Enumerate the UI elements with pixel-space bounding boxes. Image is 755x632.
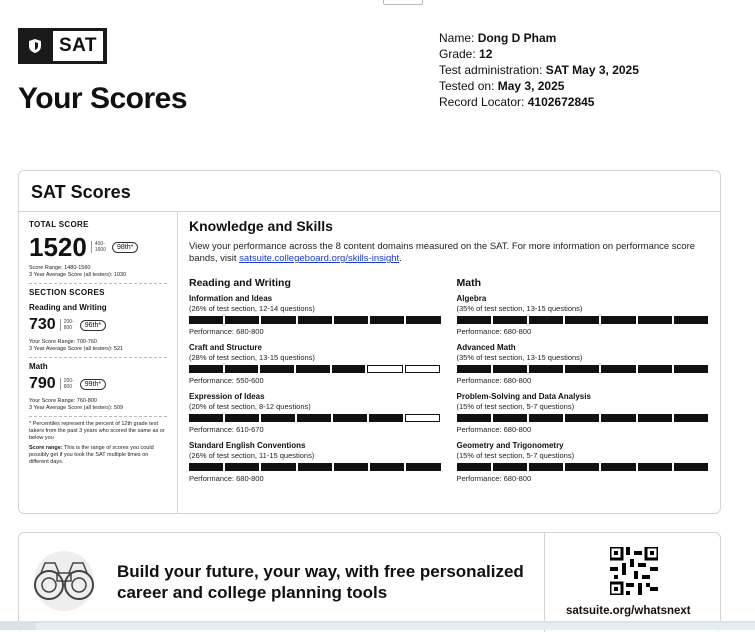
domain-name: Problem-Solving and Data Analysis [456, 392, 591, 401]
domain-item [189, 343, 441, 385]
bar-segment-filled [298, 463, 332, 471]
locator-label: Record Locator: [439, 95, 525, 109]
bar-segment-filled [601, 463, 635, 471]
domain-name: Standard English Conventions [189, 441, 306, 450]
note-bold: Score range: [29, 445, 63, 451]
range-bottom: 800 [63, 384, 73, 390]
bar-segment-filled [674, 365, 708, 373]
bar-segment-filled [457, 316, 491, 324]
bar-segment-filled [674, 463, 708, 471]
domain-item [457, 392, 709, 434]
page-title: Your Scores [18, 82, 188, 115]
performance-range: Performance: 680-800 [189, 474, 264, 483]
bar-segment-filled [457, 463, 491, 471]
bar-segment-filled [189, 316, 223, 324]
knowledge-desc [189, 241, 708, 265]
performance-range: Performance: 680-800 [456, 474, 532, 483]
bar-segment-filled [565, 365, 599, 373]
bar-segment-filled [674, 316, 708, 324]
total-score-range: Score Range: 1480-1560 [29, 265, 91, 271]
domain-name: Algebra [456, 294, 487, 303]
rw-percentile-badge: 96th* [80, 320, 106, 331]
knowledge-skills [189, 218, 708, 490]
range-top: 400- [94, 241, 105, 247]
bottom-bar [0, 621, 755, 630]
bar-segment-filled [297, 414, 331, 422]
total-avg: 3 Year Average Score (all testers): 1030 [29, 272, 127, 278]
bar-segment-filled [225, 463, 259, 471]
promo-text: Build your future, your way, with free personalized career and college planning tools [117, 562, 524, 602]
performance-range: Performance: 680-800 [189, 327, 264, 336]
domain-item [189, 392, 441, 434]
domain-name: Geometry and Trigonometry [456, 441, 564, 450]
tested-on: May 3, 2025 [497, 79, 565, 93]
range-top: 200- [63, 319, 74, 325]
math-score: 790 [29, 375, 56, 392]
bar-segment-filled [601, 414, 635, 422]
total-score-label: TOTAL SCORE [29, 220, 89, 229]
rw-score: 730 [29, 316, 56, 333]
logo-text: SAT [53, 31, 103, 61]
bar-segment-filled [261, 463, 295, 471]
bar-segment-filled [493, 463, 527, 471]
column-heading: Math [456, 277, 481, 289]
bar-segment-filled [493, 414, 527, 422]
divider [29, 357, 167, 358]
domain-detail: (26% of test section, 12-14 questions) [189, 304, 315, 313]
bar-segment-filled [674, 414, 708, 422]
domain-detail: (26% of test section, 11-15 questions) [189, 451, 315, 460]
qr-code-icon[interactable] [610, 547, 658, 595]
math-percentile-badge: 99th* [80, 379, 106, 390]
bar-segment-filled [638, 316, 672, 324]
section-scores-label: SECTION SCORES [29, 288, 105, 297]
total-percentile-badge: 98th* [112, 242, 138, 253]
domain-column [457, 277, 709, 490]
math-range [60, 378, 74, 390]
bar-segment-filled [296, 365, 330, 373]
performance-bar [189, 316, 441, 324]
bar-segment-filled [457, 365, 491, 373]
domain-item [457, 343, 709, 385]
score-range-note [29, 445, 167, 466]
note-text: This is the range of scores you could possibly get if you took the SAT multiple times on different days. [29, 445, 154, 465]
test-administration: SAT May 3, 2025 [545, 63, 639, 77]
domain-item [189, 294, 441, 336]
bar-segment-empty [367, 365, 403, 373]
bar-segment-filled [638, 414, 672, 422]
bar-segment-filled [638, 365, 672, 373]
bar-segment-filled [565, 463, 599, 471]
bar-segment-filled [225, 365, 259, 373]
bar-segment-filled [298, 316, 332, 324]
name-label: Name: [439, 31, 475, 45]
domain-detail: (15% of test section, 5-7 questions) [456, 402, 575, 411]
card-title: SAT Scores [31, 182, 131, 202]
performance-range: Performance: 550-600 [189, 376, 264, 385]
performance-bar [457, 463, 709, 471]
student-name: Dong D Pham [477, 31, 557, 45]
range-bottom: 1600 [94, 247, 106, 253]
rw-range [60, 319, 74, 331]
desc-end: . [399, 253, 402, 264]
math-label: Math [29, 362, 48, 371]
bar-segment-filled [529, 463, 563, 471]
sat-logo [18, 28, 107, 64]
bar-segment-filled [406, 316, 440, 324]
divider [29, 283, 167, 284]
performance-bar [189, 365, 441, 373]
domain-detail: (35% of test section, 13-15 questions) [456, 304, 583, 313]
sat-scores-card [18, 170, 721, 514]
bar-segment-filled [493, 316, 527, 324]
domain-detail: (20% of test section, 8-12 questions) [189, 402, 311, 411]
domain-name: Advanced Math [456, 343, 516, 352]
bar-segment-filled [370, 316, 404, 324]
percentile-note: * Percentiles represent the percent of 12th grade test takers from the past 3 years who scored the same as or below you [29, 421, 165, 441]
performance-range: Performance: 680-800 [456, 327, 532, 336]
performance-range: Performance: 610-670 [189, 425, 264, 434]
bar-segment-filled [261, 316, 295, 324]
bar-segment-filled [189, 414, 223, 422]
bar-segment-filled [333, 414, 367, 422]
performance-range: Performance: 680-800 [456, 376, 532, 385]
rw-score-range: Your Score Range: 700-760 [29, 339, 97, 345]
divider [29, 416, 167, 417]
student-info [439, 30, 639, 110]
bar-segment-filled [189, 463, 223, 471]
bar-segment-filled [529, 316, 563, 324]
performance-range: Performance: 680-800 [456, 425, 532, 434]
rw-avg: 3 Year Average Score (all testers): 521 [29, 346, 124, 352]
bar-segment-filled [493, 365, 527, 373]
shield-icon [18, 28, 52, 64]
bar-segment-filled [189, 365, 223, 373]
rw-label: Reading and Writing [29, 303, 107, 312]
bar-segment-filled [261, 414, 295, 422]
bar-segment-filled [638, 463, 672, 471]
desc-text: View your performance across the 8 content domains measured on the SAT. For more information on performance score bands, visit [189, 241, 696, 264]
domain-columns [189, 277, 708, 490]
bar-segment-filled [529, 414, 563, 422]
performance-bar [189, 463, 441, 471]
domain-name: Information and Ideas [189, 294, 273, 303]
bar-segment-filled [601, 365, 635, 373]
divider [544, 533, 545, 632]
bar-segment-filled [601, 316, 635, 324]
total-range [91, 241, 106, 253]
total-score: 1520 [29, 232, 87, 262]
bar-segment-empty [405, 365, 441, 373]
domain-name: Expression of Ideas [189, 392, 265, 401]
bar-segment-filled [225, 316, 259, 324]
domain-detail: (35% of test section, 13-15 questions) [456, 353, 583, 362]
domain-detail: (28% of test section, 13-15 questions) [189, 353, 315, 362]
score-sidebar [19, 212, 178, 513]
promo-url[interactable]: satsuite.org/whatsnext [566, 605, 691, 617]
column-heading: Reading and Writing [189, 277, 291, 289]
performance-bar [189, 414, 441, 422]
domain-column [189, 277, 441, 490]
domain-detail: (15% of test section, 5-7 questions) [456, 451, 575, 460]
promo-card [18, 532, 721, 632]
grade-label: Grade: [439, 47, 476, 61]
binoculars-icon [27, 551, 101, 611]
performance-bar [457, 316, 709, 324]
bar-segment-filled [225, 414, 259, 422]
bar-segment-filled [457, 414, 491, 422]
bar-segment-filled [370, 463, 404, 471]
bar-segment-filled [260, 365, 294, 373]
record-locator: 4102672845 [527, 95, 595, 109]
performance-bar [457, 365, 709, 373]
math-avg: 3 Year Average Score (all testers): 509 [29, 405, 124, 411]
tested-label: Tested on: [439, 79, 495, 93]
performance-bar [457, 414, 709, 422]
bar-segment-filled [565, 414, 599, 422]
domain-name: Craft and Structure [189, 343, 262, 352]
bar-segment-filled [529, 365, 563, 373]
knowledge-title: Knowledge and Skills [189, 218, 333, 234]
math-score-range: Your Score Range: 760-800 [29, 398, 97, 404]
bottom-bar-inner [36, 623, 755, 630]
range-bottom: 800 [63, 325, 73, 331]
domain-item [189, 441, 441, 483]
bar-segment-filled [565, 316, 599, 324]
bar-segment-filled [332, 365, 366, 373]
range-top: 200- [63, 378, 74, 384]
bar-segment-filled [334, 463, 368, 471]
bar-segment-filled [334, 316, 368, 324]
domain-item [457, 441, 709, 483]
bar-segment-empty [405, 414, 441, 422]
bar-segment-filled [369, 414, 403, 422]
skills-insight-link[interactable]: satsuite.collegeboard.org/skills-insight [239, 253, 400, 264]
student-grade: 12 [479, 47, 493, 61]
admin-label: Test administration: [439, 63, 543, 77]
top-tab [383, 0, 423, 5]
bar-segment-filled [406, 463, 440, 471]
domain-item [457, 294, 709, 336]
